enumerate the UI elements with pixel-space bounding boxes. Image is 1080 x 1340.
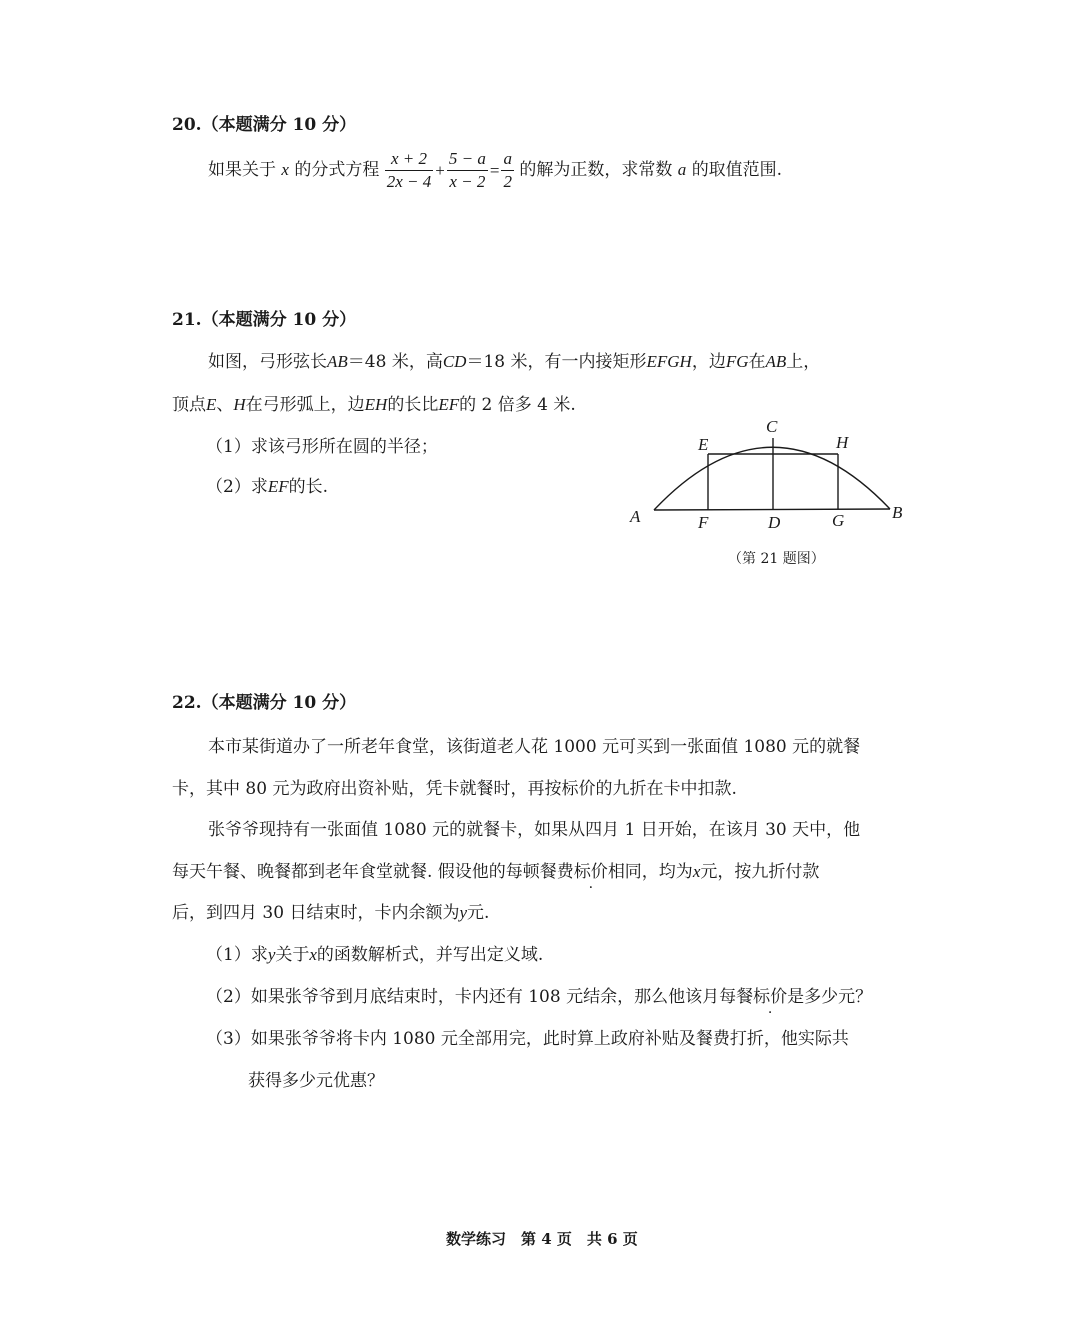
label-H: H — [836, 433, 849, 452]
q22-p2-b: 是多少元？ — [787, 987, 873, 1007]
q21-l2-a: 顶点 — [172, 395, 206, 415]
label-C: C — [766, 417, 778, 436]
q22-l4-x: x — [692, 862, 701, 881]
q22-line-2: 卡，其中 80 元为政府出资补贴，凭卡就餐时，再按标价的九折在卡中扣款. — [172, 779, 737, 799]
label-E: E — [698, 435, 709, 454]
segment-arc — [654, 447, 890, 510]
q22-l5-a: 后，到四月 30 日结束时，卡内余额为 — [172, 903, 460, 923]
q21-FG: FG — [725, 352, 749, 371]
q22-p1-b: 关于 — [275, 945, 310, 965]
q22-p1-y: y — [267, 945, 276, 964]
chord-AB — [654, 509, 890, 510]
q20-frac2-num: 5 − a — [447, 149, 488, 171]
q22-p1-a: （1）求 — [206, 945, 268, 965]
q22-line-4 — [172, 857, 819, 882]
q22-line-5 — [172, 898, 489, 923]
q21-H: H — [233, 395, 246, 414]
q21-AB: AB — [327, 352, 348, 371]
q21-l1-f: 上， — [786, 352, 821, 372]
q22-part-2 — [206, 982, 872, 1007]
q21-figure — [620, 410, 920, 540]
q20-frac1-num: x + 2 — [385, 149, 434, 171]
q21-l2-b: 、 — [216, 395, 234, 415]
q20-text-1: 如果关于 — [208, 160, 276, 180]
q21-part-2 — [206, 472, 328, 497]
q20-text-2: 的分式方程 — [294, 160, 380, 180]
q21-l2-e: 的 2 倍多 4 米. — [459, 395, 576, 415]
q22-p2-a: （2）如果张爷爷到月底结束时，卡内还有 108 元结余，那么他该月每餐 — [206, 987, 754, 1007]
label-A: A — [630, 507, 641, 526]
q20-text-3: 的解为正数，求常数 — [519, 160, 673, 180]
q21-heading: 21.（本题满分 10 分） — [172, 310, 357, 330]
q20-var-x: x — [281, 160, 289, 179]
q20-frac1-den: 2x − 4 — [386, 172, 432, 191]
q21-figure-caption: （第 21 题图） — [728, 551, 825, 567]
q20-frac3-den: 2 — [503, 172, 512, 191]
label-B: B — [892, 503, 903, 522]
q22-l5-y: y — [459, 903, 467, 922]
label-D: D — [768, 513, 781, 532]
q21-part-1: （1）求该弓形所在圆的半径； — [206, 437, 438, 457]
q21-p2-a: （2）求 — [206, 477, 268, 497]
q21-EH: EH — [364, 395, 388, 414]
q21-l2-d: 的长比 — [387, 395, 439, 415]
q21-EFGH: EFGH — [646, 352, 692, 371]
q21-p2-b: 的长. — [288, 477, 329, 497]
q20-var-a: a — [677, 160, 687, 179]
q20-text-4: 的取值范围. — [691, 160, 783, 180]
q22-part-3: （3）如果张爷爷将卡内 1080 元全部用完，此时算上政府补贴及餐费打折，他实际共 — [206, 1029, 849, 1049]
q22-line-3: 张爷爷现持有一张面值 1080 元的就餐卡，如果从四月 1 日开始，在该月 30 天中，他 — [208, 820, 861, 840]
q20-equals: = — [489, 160, 500, 180]
q21-line-2 — [172, 390, 576, 415]
q21-l1-e: 在 — [748, 352, 766, 372]
q22-l4-emphasis: 标价 — [573, 862, 608, 882]
q22-p1-x: x — [309, 945, 317, 964]
q21-l1-d: ，边 — [691, 352, 726, 372]
q22-l5-b: 元. — [467, 903, 490, 923]
label-F: F — [698, 513, 709, 532]
q20-plus: + — [435, 160, 445, 180]
page-footer: 数学练习 第 4 页 共 6 页 — [446, 1230, 638, 1248]
q20-heading: 20.（本题满分 10 分） — [172, 115, 357, 135]
q21-EF: EF — [438, 395, 460, 414]
q22-part-3-cont: 获得多少元优惠？ — [248, 1071, 384, 1091]
label-G: G — [832, 511, 845, 530]
q22-line-1: 本市某街道办了一所老年食堂，该街道老人花 1000 元可买到一张面值 1080 元的就餐 — [208, 737, 861, 757]
q20-fraction-1 — [385, 149, 434, 192]
q20-fraction-2 — [447, 149, 488, 192]
q21-l2-c: 在弓形弧上，边 — [245, 395, 365, 415]
q21-l1-b: ＝48 米，高 — [347, 352, 443, 372]
q21-p2-EF: EF — [267, 477, 289, 496]
q22-l4-c: 元，按九折付款 — [700, 862, 820, 882]
q21-CD: CD — [442, 352, 467, 371]
q22-p1-c: 的函数解析式，并写出定义域. — [316, 945, 544, 965]
q22-l4-b: 相同，均为 — [607, 862, 693, 882]
q22-p2-emphasis: 标价 — [753, 987, 788, 1007]
q21-line-1 — [208, 347, 820, 372]
q22-l4-a: 每天午餐、晚餐都到老年食堂就餐. 假设他的每顿餐费 — [172, 862, 574, 882]
q21-E: E — [206, 395, 217, 414]
q21-l1-c: ＝18 米，有一内接矩形 — [466, 352, 647, 372]
q20-frac2-den: x − 2 — [449, 172, 486, 191]
q20-statement — [208, 147, 782, 194]
q22-heading: 22.（本题满分 10 分） — [172, 693, 357, 713]
q20-frac3-num: a — [501, 149, 514, 171]
q20-fraction-3 — [501, 149, 514, 192]
q21-l1-a: 如图，弓形弦长 — [208, 352, 327, 372]
q21-AB-2: AB — [765, 352, 787, 371]
q22-part-1 — [206, 940, 543, 965]
